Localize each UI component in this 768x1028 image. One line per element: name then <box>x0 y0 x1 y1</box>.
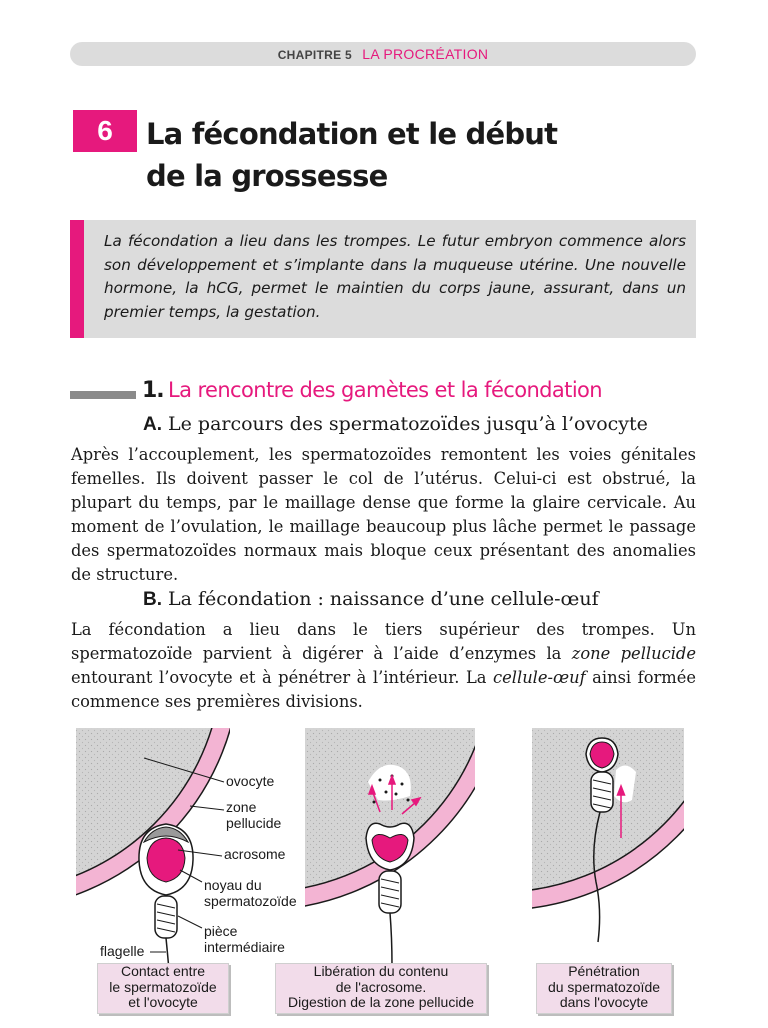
subsection-b-heading <box>143 588 599 611</box>
subsection-a-letter: A. <box>143 414 162 435</box>
fertilization-figure <box>0 720 768 1024</box>
section-number: 6 <box>73 110 137 152</box>
label-zone-line1: zone <box>226 799 257 815</box>
text-part: entourant l’ovocyte et à pénétrer à l’intérieur. La <box>71 668 494 687</box>
term-zone-pellucide: zone pellucide <box>571 644 696 663</box>
subsection-b-text <box>71 618 696 714</box>
part1-number: 1. <box>142 378 164 403</box>
caption-line: dans l'ovocyte <box>559 994 649 1010</box>
caption-line: Pénétration <box>568 963 640 979</box>
abstract-text: La fécondation a lieu dans les trompes. Le futur embryon commence alors son développement et s’implante dans la muqueuse utérine. Une nouvelle hormone, la hCG, permet le maintien du corps jaune, assurant, dans un premier temps, la gestation. <box>104 232 686 321</box>
caption-line: Digestion de la zone pellucide <box>287 994 474 1010</box>
subsection-a-title: Le parcours des spermatozoïdes jusqu’à l’ovocyte <box>168 413 648 435</box>
subsection-b-letter: B. <box>143 589 162 610</box>
label-piece-line1: pièce <box>204 923 238 939</box>
caption-line: le spermatozoïde <box>109 978 217 995</box>
chapter-header-text <box>70 46 696 62</box>
caption-line: et l'ovocyte <box>128 994 198 1010</box>
label-piece-line2: intermédiaire <box>204 939 285 955</box>
caption-penetration <box>536 963 672 1014</box>
label-ovocyte: ovocyte <box>226 773 275 789</box>
heading-bar <box>70 391 136 399</box>
subsection-a-text: Après l’accouplement, les spermatozoïdes remontent les voies génitales femelles. Ils doivent passer le col de l’utérus. Celui-ci est obstrué, la plupart du temps, par le maillage dense que forme la glaire cervicale. Au moment de l’ovulation, le maillage beaucoup plus lâche permet le passage des spermatozoïdes normaux mais bloque ceux présentant des anomalies de structure. <box>71 445 696 584</box>
term-cellule-oeuf: cellule-œuf <box>493 668 586 687</box>
abstract-accent-bar <box>70 220 84 338</box>
spermatozoon-2 <box>366 823 414 965</box>
chapter-header <box>70 42 696 66</box>
subsection-a-heading <box>143 413 648 436</box>
text-part: La fécondation a lieu dans le tiers supérieur des trompes. Un spermatozoïde parvient à digérer à l’aide d’enzymes la <box>71 620 696 663</box>
text-part: ainsi formée commence ses premières divisions. <box>71 668 696 711</box>
label-noyau-line1: noyau du <box>204 877 262 893</box>
caption-line: du spermatozoïde <box>547 978 661 995</box>
abstract-box <box>70 220 696 338</box>
caption-line: Contact entre <box>120 963 206 979</box>
label-flagelle: flagelle <box>100 943 145 959</box>
caption-line: de l'acrosome. <box>335 978 427 995</box>
label-zone-line2: pellucide <box>226 815 282 831</box>
caption-line: Libération du contenu <box>313 963 449 979</box>
part1-heading <box>70 378 710 406</box>
subsection-b-title: La fécondation : naissance d’une cellule-œuf <box>168 588 599 610</box>
chapter-label: CHAPITRE 5 <box>277 48 353 62</box>
label-acrosome: acrosome <box>224 846 286 862</box>
part1-title: La rencontre des gamètes et la fécondation <box>168 378 603 402</box>
chapter-title: LA PROCRÉATION <box>362 46 489 62</box>
section-title-line1: La fécondation et le début <box>146 117 558 151</box>
caption-acrosome-release <box>275 963 487 1014</box>
section-title-line2: de la grossesse <box>146 159 388 193</box>
spermatozoon-1 <box>139 824 193 982</box>
label-noyau-line2: spermatozoïde <box>204 893 297 909</box>
section-title <box>146 113 706 197</box>
caption-contact <box>97 963 229 1014</box>
